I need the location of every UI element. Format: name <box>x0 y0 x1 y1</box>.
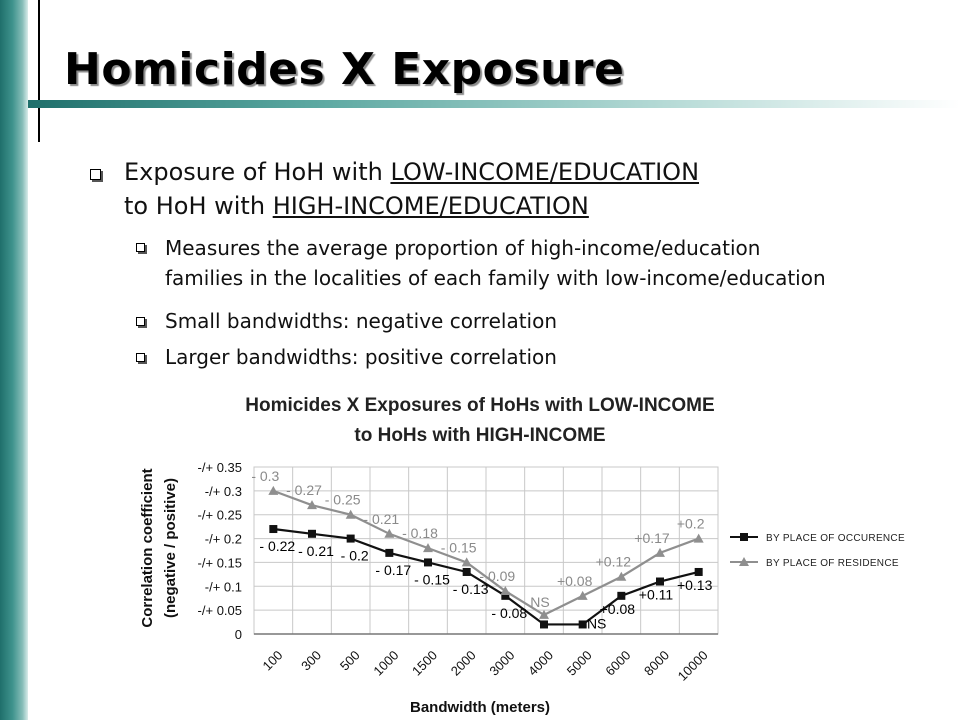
data-label-occurrence: NS <box>586 615 607 632</box>
x-tick-label: 3000 <box>486 647 518 679</box>
sub-bullet-3: Larger bandwidths: positive correlation <box>165 345 557 369</box>
y-tick-label: -/+ 0.35 <box>197 460 242 475</box>
point-occurrence <box>656 578 664 586</box>
sub-bullet-1-line-2: families in the localities of each family with low-income/education <box>165 266 826 290</box>
x-tick-label: 500 <box>336 647 363 674</box>
legend-label-residence: BY PLACE OF RESIDENCE <box>766 558 899 569</box>
bullet-1-low-income: LOW-INCOME/EDUCATION <box>390 158 700 186</box>
point-occurrence <box>463 568 471 576</box>
y-tick-label: -/+ 0.3 <box>204 483 242 499</box>
y-tick-label: -/+ 0.05 <box>197 603 242 619</box>
point-residence <box>578 591 588 600</box>
legend-label-occurrence: BY PLACE OF OCCURENCE <box>766 533 905 544</box>
data-label-occurrence: - 0.13 <box>452 580 489 597</box>
point-occurrence <box>347 535 355 543</box>
x-tick-label: 2000 <box>447 647 479 679</box>
point-occurrence <box>308 530 316 538</box>
x-tick-label: 8000 <box>641 647 673 679</box>
data-label-residence: - 0.21 <box>363 510 400 527</box>
data-label-residence: - 0.3 <box>251 467 280 484</box>
data-label-residence: - 0.18 <box>402 525 438 542</box>
data-label-occurrence: +0.11 <box>638 586 674 603</box>
data-label-residence: - 0.27 <box>286 482 322 499</box>
bullet-1-middle: to HoH with <box>124 192 273 220</box>
bullet-1-prefix: Exposure of HoH with <box>124 158 391 186</box>
x-tick-label: 10000 <box>674 647 711 684</box>
point-residence <box>616 572 626 581</box>
x-tick-label: 100 <box>259 647 286 674</box>
y-tick-label: -/+ 0.25 <box>197 507 242 523</box>
y-tick-label: -/+ 0.1 <box>204 579 242 595</box>
point-occurrence <box>540 620 548 628</box>
data-label-residence: - 0.15 <box>440 539 477 556</box>
data-label-occurrence: - 0.17 <box>375 561 412 578</box>
x-tick-label: 300 <box>298 647 325 674</box>
x-tick-label: 4000 <box>525 647 557 679</box>
data-label-residence: +0.12 <box>595 553 632 570</box>
data-label-occurrence: +0.08 <box>599 600 636 617</box>
data-label-residence: +0.08 <box>556 572 593 589</box>
legend-marker-occurrence <box>740 533 748 541</box>
slide-title: Homicides X Exposure <box>64 44 625 95</box>
x-axis-title: Bandwidth (meters) <box>409 699 551 716</box>
data-label-occurrence: - 0.21 <box>298 542 334 559</box>
x-tick-label: 5000 <box>563 647 595 679</box>
data-label-occurrence: +0.13 <box>676 576 713 593</box>
data-label-residence: +0.2 <box>676 515 705 532</box>
x-tick-label: 1500 <box>409 647 441 679</box>
data-label-residence: - 0.25 <box>324 491 361 508</box>
data-label-residence: +0.17 <box>634 529 670 546</box>
data-label-residence: - 0.09 <box>479 568 516 585</box>
x-tick-label: 1000 <box>370 647 402 679</box>
data-label-occurrence: - 0.2 <box>340 547 369 564</box>
y-tick-label: -/+ 0.2 <box>204 531 242 547</box>
point-occurrence <box>269 525 277 533</box>
point-occurrence <box>617 592 625 600</box>
data-label-occurrence: - 0.22 <box>259 538 296 555</box>
data-label-occurrence: - 0.15 <box>414 571 450 588</box>
point-residence <box>384 529 394 538</box>
chart-title-line-2: to HoHs with HIGH-INCOME <box>354 425 606 446</box>
x-tick-label: 6000 <box>602 647 634 679</box>
data-label-residence: NS <box>530 593 550 610</box>
point-occurrence <box>385 549 393 557</box>
sub-bullet-2: Small bandwidths: negative correlation <box>165 309 558 333</box>
bullet-1-high-income: HIGH-INCOME/EDUCATION <box>272 192 589 220</box>
point-occurrence <box>695 568 703 576</box>
chart-title-line-1: Homicides X Exposures of HoHs with LOW-INCOME <box>245 395 715 416</box>
point-occurrence <box>424 558 432 566</box>
point-occurrence <box>579 620 587 628</box>
y-axis-title-line-2: (negative / positive) <box>162 477 179 619</box>
y-tick-label: 0 <box>234 627 242 642</box>
sub-bullet-1-line-1: Measures the average proportion of high-income/education <box>165 236 761 260</box>
y-axis-title-line-1: Correlation coefficient <box>139 468 156 628</box>
data-label-occurrence: - 0.08 <box>491 604 528 621</box>
y-tick-label: -/+ 0.15 <box>197 555 242 571</box>
point-residence <box>539 610 549 619</box>
